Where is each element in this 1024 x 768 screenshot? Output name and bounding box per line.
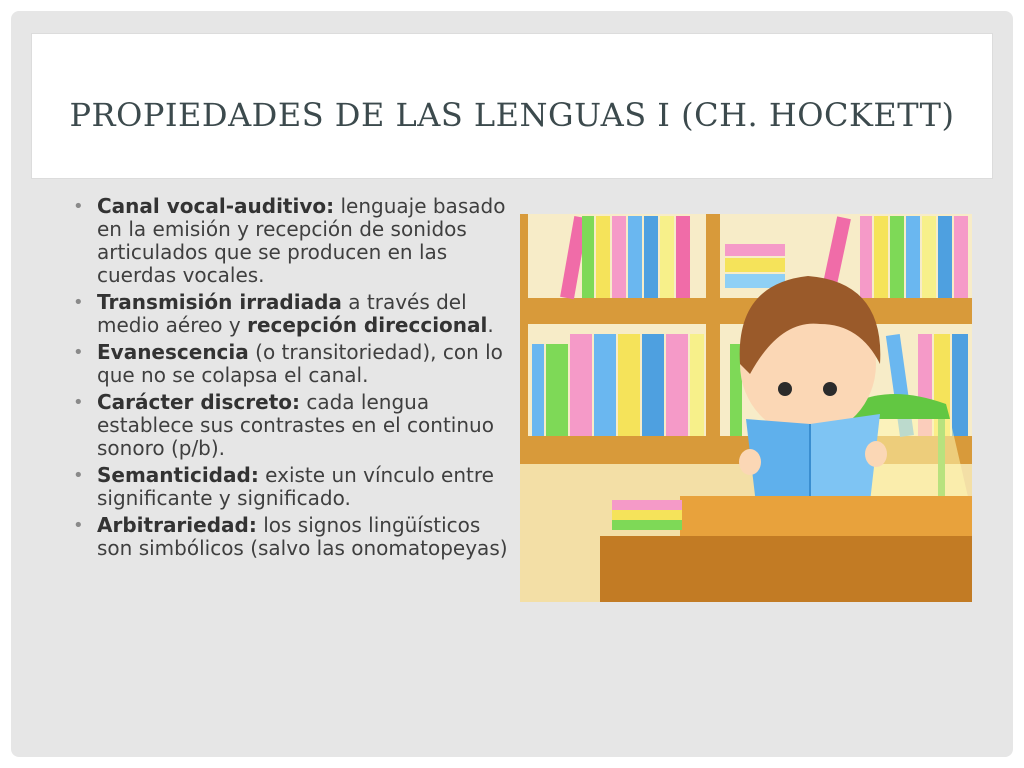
bullet-item bbox=[69, 391, 509, 460]
bullet-item bbox=[69, 195, 509, 287]
bullet-icon: • bbox=[73, 292, 84, 313]
bullet-term: Evanescencia bbox=[97, 340, 249, 364]
bullet-item bbox=[69, 464, 509, 510]
books-middle-left bbox=[532, 334, 704, 436]
bullet-text: existe un vínculo entre significante y significado. bbox=[97, 463, 494, 510]
bullet-text-end: . bbox=[487, 313, 494, 337]
bullet-item bbox=[69, 291, 509, 337]
bullet-separator: : bbox=[326, 194, 335, 218]
bullet-term: Transmisión irradiada bbox=[97, 290, 342, 314]
bullet-separator: : bbox=[248, 513, 257, 537]
bullet-icon: • bbox=[73, 515, 84, 536]
bullet-text: a través del medio aéreo y bbox=[97, 290, 467, 337]
bullet-item bbox=[69, 341, 509, 387]
bullet-text: (o transitoriedad), con lo que no se colapsa el canal. bbox=[97, 340, 503, 387]
bullet-icon: • bbox=[73, 196, 84, 217]
bullet-term: Semanticidad bbox=[97, 463, 251, 487]
child-reading-book-illustration bbox=[520, 214, 972, 602]
slide-title: PROPIEDADES DE LAS LENGUAS I (CH. HOCKETT) bbox=[69, 96, 955, 134]
child-figure bbox=[739, 276, 887, 514]
bullet-text: cada lengua establece sus contrastes en el continuo sonoro (p/b). bbox=[97, 390, 494, 460]
bullet-term: Canal vocal-auditivo bbox=[97, 194, 327, 218]
bullet-icon: • bbox=[73, 342, 84, 363]
title-box bbox=[32, 34, 992, 178]
bullet-term-secondary: recepción direccional bbox=[247, 313, 488, 337]
bullet-icon: • bbox=[73, 465, 84, 486]
bullet-separator: : bbox=[292, 390, 300, 414]
bullet-separator: : bbox=[250, 463, 259, 487]
desk bbox=[600, 496, 972, 602]
bullet-text: los signos lingüísticos son simbólicos (salvo las onomatopeyas) bbox=[97, 513, 508, 560]
bullet-list bbox=[69, 195, 509, 564]
bullet-term: Arbitrariedad bbox=[97, 513, 249, 537]
bullet-term: Carácter discreto bbox=[97, 390, 292, 414]
bullet-item bbox=[69, 514, 509, 560]
bullet-text: lenguaje basado en la emisión y recepción de sonidos articulados que se producen en las cuerdas vocales. bbox=[97, 194, 506, 287]
slide bbox=[11, 11, 1013, 757]
bullet-icon: • bbox=[73, 392, 84, 413]
